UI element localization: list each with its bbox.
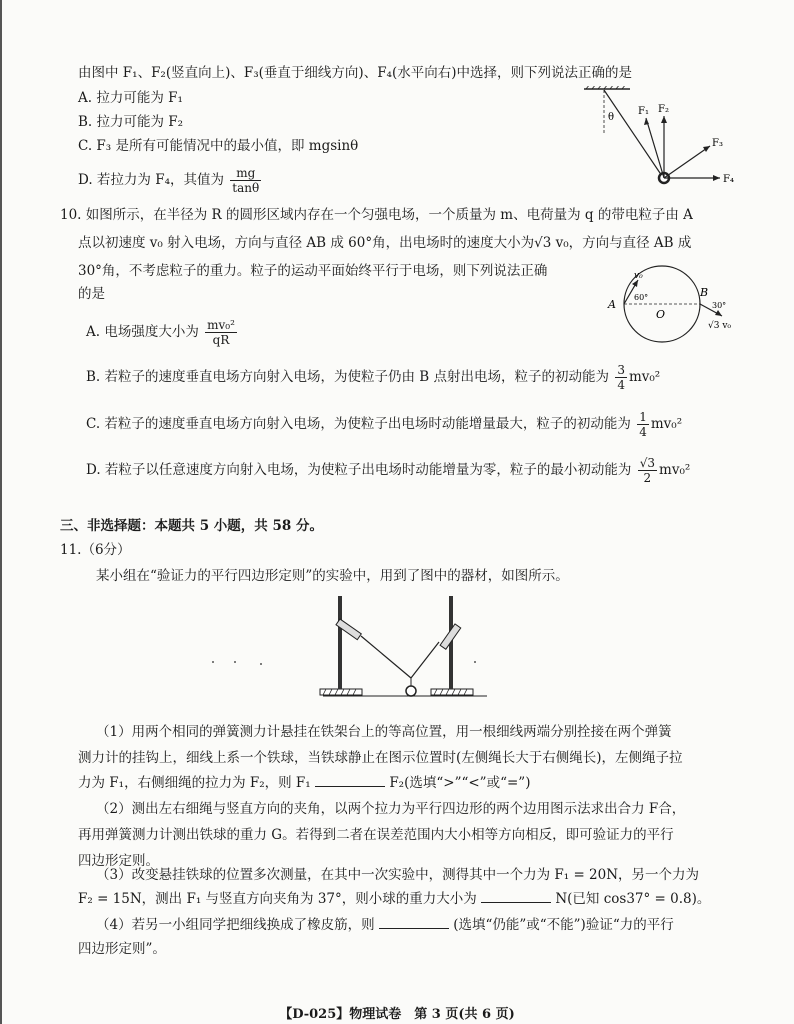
q10-circle-diagram [604, 262, 744, 344]
answer-blank-1[interactable] [315, 774, 385, 787]
q10-option-d-numerator: √3 [639, 456, 656, 470]
q9-force-diagram [582, 86, 742, 192]
q11-part4-text: （4）若另一小组同学把细线换成了橡皮筋，则 [96, 917, 375, 933]
section-title: 三、非选择题：本题共 5 小题，共 58 分。 [60, 518, 323, 534]
q9-option-d-fraction [230, 166, 261, 195]
q10-option-a-text: A. 电场强度大小为 [86, 324, 199, 340]
q10-option-b-fraction [615, 363, 627, 392]
exit-speed-label: √3 v₀ [708, 321, 732, 331]
q11-apparatus-figure [205, 592, 495, 708]
point-b-label: B [700, 286, 709, 299]
q10-option-b-numerator: 3 [617, 363, 625, 377]
f1-label: F₁ [638, 106, 649, 117]
q11-part1-line3 [78, 774, 530, 792]
q10-option-a-fraction [205, 318, 237, 347]
q10-option-a [86, 318, 239, 347]
q10-option-b-suffix: mv₀² [628, 369, 661, 385]
q10-option-c-suffix: mv₀² [650, 416, 683, 432]
q10-option-c-denominator: 4 [639, 425, 647, 439]
angle-30-label: 30° [712, 301, 727, 310]
q10-option-b-denominator: 4 [617, 378, 625, 392]
q10-option-c [86, 410, 682, 439]
q11-header: 11.（6分） [60, 542, 131, 558]
q9-option-a: A. 拉力可能为 F₁ [78, 90, 183, 106]
q10-line1: 10. 如图所示，在半径为 R 的圆形区域内存在一个匀强电场，一个质量为 m、电荷量为 q 的带电粒子由 A [60, 207, 693, 223]
speck [212, 661, 214, 663]
q10-option-b [86, 363, 660, 392]
q11-part2-line3: 四边形定则。 [78, 853, 159, 869]
q10-option-d-fraction [638, 456, 657, 485]
q11-part1-suffix: F₂(选填“>”“<”或“=”) [389, 775, 531, 791]
q9-option-d-text: D. 若拉力为 F₄，其值为 [78, 172, 224, 188]
f3-label: F₃ [712, 138, 723, 149]
f1-arrow [646, 118, 664, 178]
q11-part3-suffix: N(已知 cos37° = 0.8)。 [555, 891, 711, 907]
left-string [361, 636, 411, 678]
answer-blank-2[interactable] [481, 890, 551, 903]
q11-intro: 某小组在“验证力的平行四边形定则”的实验中，用到了图中的器材，如图所示。 [96, 568, 569, 584]
q11-part1-line1: （1）用两个相同的弹簧测力计悬挂在铁架台上的等高位置，用一根细线两端分别拴接在两个弹簧 [96, 724, 672, 740]
q11-part3-line1: （3）改变悬挂铁球的位置多次测量，在其中一次实验中，测得其中一个力为 F₁ = 20N，另一个力为 [96, 867, 700, 883]
q11-part2-line1: （2）测出左右细绳与竖直方向的夹角，以两个拉力为平行四边形的两个边用图示法求出合力 F合， [96, 801, 686, 817]
q10-line4: 的是 [78, 286, 105, 302]
q11-part4-line2: 四边形定则”。 [78, 941, 166, 957]
q11-part1-text: 力为 F₁，右侧细绳的拉力为 F₂，则 F₁ [78, 775, 311, 791]
f4-label: F₄ [723, 174, 734, 185]
q9-option-d [78, 166, 263, 195]
answer-blank-3[interactable] [379, 916, 449, 929]
q10-line2: 点以初速度 v₀ 射入电场，方向与直径 AB 成 60°角，出电场时的速度大小为√3 v₀，方向与直径 AB 成 [78, 235, 692, 251]
q10-option-c-fraction [637, 410, 649, 439]
left-stand-pole [338, 596, 342, 689]
q9-option-d-numerator: mg [230, 166, 261, 181]
f3-arrow [664, 146, 710, 178]
f2-label: F₂ [658, 104, 669, 115]
q10-option-d-text: D. 若粒子以任意速度方向射入电场，为使粒子出电场时动能增量为零，粒子的最小初动能为 [86, 462, 632, 478]
page-edge [0, 0, 2, 1024]
string-line [604, 90, 662, 176]
q10-option-a-denominator: qR [212, 333, 230, 347]
point-a-label: A [608, 298, 616, 311]
theta-label: θ [608, 112, 615, 123]
center-o-label: O [656, 308, 666, 321]
q11-part2-line2: 再用弹簧测力计测出铁球的重力 G。若得到二者在误差范围内大小相等方向相反，即可验证力的平行 [78, 827, 674, 843]
q11-part1-line2: 测力计的挂钩上，细线上系一个铁球，当铁球静止在图示位置时(左侧绳长大于右侧绳长)，左侧绳子拉 [78, 750, 683, 766]
right-string [411, 642, 439, 678]
q11-part4-line1 [96, 916, 674, 934]
q10-option-a-numerator: mv₀² [207, 318, 235, 332]
q11-part3-line2 [78, 890, 710, 908]
q10-line3: 30°角，不考虑粒子的重力。粒子的运动平面始终平行于电场，则下列说法正确 [78, 263, 548, 279]
q10-option-d-denominator: 2 [643, 471, 652, 485]
q10-option-b-text: B. 若粒子的速度垂直电场方向射入电场，为使粒子仍由 B 点射出电场，粒子的初动能为 [86, 369, 610, 385]
v0-label: v₀ [634, 271, 643, 281]
q9-option-b: B. 拉力可能为 F₂ [78, 114, 184, 130]
q9-stem: 由图中 F₁、F₂(竖直向上)、F₃(垂直于细线方向)、F₄(水平向右)中选择，则下列说法正确的是 [78, 65, 633, 81]
q9-option-c: C. F₃ 是所有可能情况中的最小值，即 mgsinθ [78, 138, 359, 154]
iron-ball [406, 686, 416, 696]
q10-option-d-suffix: mv₀² [659, 462, 691, 478]
q10-option-c-text: C. 若粒子的速度垂直电场方向射入电场，为使粒子出电场时动能增量最大，粒子的初动能为 [86, 416, 631, 432]
angle-60-label: 60° [634, 293, 649, 302]
q9-option-d-denominator: tanθ [232, 181, 260, 195]
q10-option-d [86, 456, 690, 485]
q11-part3-text: F₂ = 15N，测出 F₁ 与竖直方向夹角为 37°，则小球的重力大小为 [78, 891, 477, 907]
q11-part4-suffix: (选填“仍能”或“不能”)验证“力的平行 [453, 917, 674, 933]
page-footer: 【D-025】物理试卷 第 3 页(共 6 页) [279, 1007, 515, 1022]
q10-option-c-numerator: 1 [639, 410, 647, 424]
